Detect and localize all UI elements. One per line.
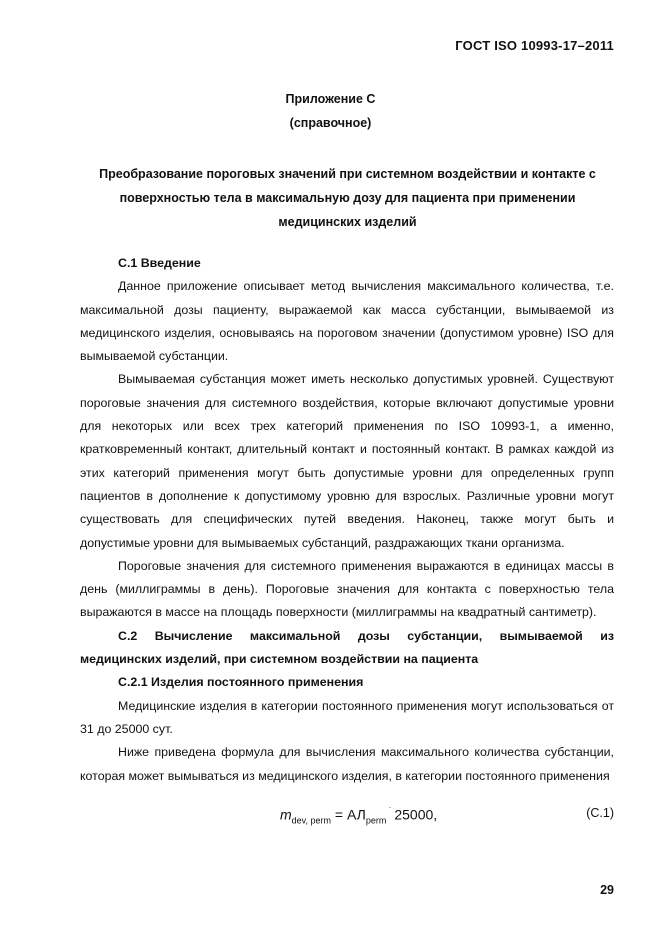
annex-heading: Преобразование пороговых значений при системном воздействии и контакте с поверхностью тела в максимальную дозу для пациента при применении медицинских изделий	[99, 167, 596, 229]
formula-number: (С.1)	[586, 805, 614, 820]
annex-title: Приложение С	[285, 92, 376, 106]
paragraph: Медицинские изделия в категории постоянного применения могут использоваться от 31 до 25000 сут.	[80, 698, 614, 736]
standard-code: ГОСТ ISO 10993-17–2011	[455, 38, 614, 53]
formula-lhs-sub: dev, perm	[291, 815, 332, 826]
body-text	[80, 252, 614, 834]
formula-line	[80, 794, 614, 834]
formula-value: 25000,	[394, 806, 438, 823]
formula-rhs-sub: perm	[365, 815, 387, 826]
formula-rhs: АЛ	[347, 806, 366, 823]
paragraph: Вымываемая субстанция может иметь несколько допустимых уровней. Существуют пороговые значения для системного воздействия, которые включают допустимые уровни для некоторых или всех трех категорий применения по ISO 10993-1, а именно, кратковременный контакт, длительный контакт и постоянный контакт. В рамках каждой из этих категорий применения могут быть допустимые уровни для определенных групп пациентов в дополнение к допустимому уровню для взрослых. Различные уровни могут существовать для специфических путей введения. Наконец, также могут быть и допустимые уровни для вымываемых субстанций, раздражающих ткани организма.	[80, 372, 614, 550]
paragraph: Ниже приведена формула для вычисления максимального количества субстанции, которая может вымываться из медицинского изделия, в категории постоянного применения	[80, 745, 614, 783]
paragraph: Пороговые значения для системного применения выражаются в единицах массы в день (миллиграммы в день). Пороговые значения для контакта с поверхностью тела выражаются в массе на площадь поверхности (миллиграммы на квадратный сантиметр).	[80, 558, 614, 620]
paragraph: Данное приложение описывает метод вычисления максимального количества, т.е. максимальной дозы пациенту, выражаемой как масса субстанции, вымываемой из медицинского изделия, основываясь на пороговом значении (допустимом уровне) ISO для вымываемой субстанции.	[80, 279, 614, 364]
section-heading-c21: С.2.1 Изделия постоянного применения	[118, 675, 364, 690]
annex-subtitle: (справочное)	[289, 116, 372, 130]
formula-equals: =	[331, 806, 347, 823]
section-heading-c2: С.2 Вычисление максимальной дозы субстанции, вымываемой из медицинских изделий, при системном воздействии на пациента	[80, 628, 614, 667]
page-number: 29	[600, 883, 614, 897]
section-heading-c1: С.1 Введение	[118, 256, 201, 270]
formula-dot: ˙	[386, 805, 395, 816]
formula-lhs: m	[280, 806, 292, 823]
formula	[280, 800, 437, 833]
